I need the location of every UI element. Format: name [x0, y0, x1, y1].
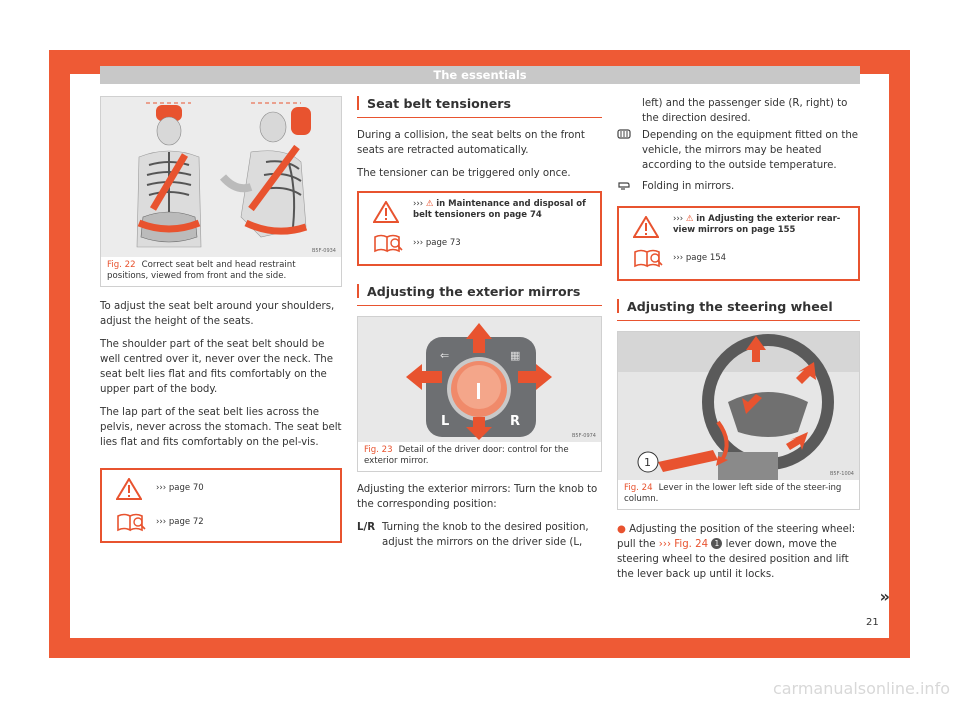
- warning-ref[interactable]: ››› ⚠ in Adjusting the exterior rear-view mirrors on page 155: [673, 214, 841, 235]
- paragraph: The shoulder part of the seat belt should be well centred over it, never over the neck. The seat belt lies flat and fits comfortably on the upper part of the body.: [100, 339, 334, 395]
- figure-caption-text: Correct seat belt and head restraint positions, viewed from front and the side.: [107, 260, 296, 281]
- callout-number: 1: [644, 456, 651, 469]
- figure-number: Fig. 24: [624, 483, 653, 493]
- figure-caption-text: Detail of the driver door: control for the exterior mirror.: [364, 445, 569, 466]
- manual-book-icon: [373, 233, 403, 257]
- definition-text: left) and the passenger side (R, right) to the direction desired.: [642, 98, 848, 124]
- mirror-control-illustration: [358, 317, 601, 442]
- manual-ref[interactable]: ››› page 73: [413, 238, 461, 248]
- definition-text: Folding in mirrors.: [642, 181, 735, 192]
- svg-text:⇐: ⇐: [440, 349, 450, 362]
- figure-code: B5F-0974: [571, 433, 596, 439]
- figure-code: B5F-0934: [311, 248, 336, 254]
- warning-triangle-icon: [633, 216, 659, 242]
- figure-24: [617, 331, 860, 510]
- seatbelt-illustration: [101, 97, 341, 257]
- paragraph: To adjust the seat belt around your shoulders, adjust the height of the seats.: [100, 301, 335, 327]
- warning-box: [617, 206, 860, 281]
- definition-text: Depending on the equipment fitted on the vehicle, the mirrors may be heated according to the outside temperature.: [642, 130, 859, 171]
- figure-caption: [358, 442, 601, 471]
- paragraph: Adjusting the exterior mirrors: Turn the knob to the corresponding position:: [357, 484, 598, 510]
- definition-heat: [617, 128, 860, 173]
- knob-label-l: L: [441, 414, 450, 429]
- knob-label-r: R: [510, 414, 521, 429]
- figure-22: [100, 96, 342, 287]
- manual-ref[interactable]: ››› page 154: [673, 253, 727, 263]
- paragraph: During a collision, the seat belts on the front seats are retracted automatically.: [357, 130, 585, 156]
- section-title-steering: Adjusting the steering wheel: [617, 299, 860, 321]
- svg-text:▦: ▦: [510, 349, 521, 362]
- callout-number-badge: 1: [711, 538, 722, 549]
- manual-ref[interactable]: ››› page 72: [156, 517, 204, 527]
- continue-arrow-icon: »: [879, 587, 890, 606]
- figure-caption-text: Lever in the lower left side of the steer-ing column.: [624, 483, 842, 504]
- warning-box: [100, 468, 342, 543]
- column-3: [617, 96, 860, 590]
- section-title-mirrors: Adjusting the exterior mirrors: [357, 284, 602, 306]
- section-header: The essentials: [100, 66, 860, 84]
- bullet-icon: ●: [617, 524, 626, 535]
- watermark: carmanualsonline.info: [772, 679, 950, 698]
- warning-box: [357, 191, 602, 266]
- figure-number: Fig. 23: [364, 445, 393, 455]
- figure-23: [357, 316, 602, 472]
- section-title-tensioners: Seat belt tensioners: [357, 96, 602, 118]
- paragraph: The lap part of the seat belt lies across the pelvis, never across the stomach. The seat belt lies flat and fits comfortably on the pel-vis.: [100, 407, 342, 448]
- warning-ref[interactable]: ››› ⚠ in Maintenance and disposal of belt tensioners on page 74: [413, 199, 586, 220]
- bullet-paragraph: ● Adjusting the position of the steering wheel: pull the ››› Fig. 24 1 lever down, move the steering wheel to the desired position and lift the lever back up until it locks.: [617, 524, 856, 580]
- warning-triangle-icon: [373, 201, 399, 227]
- figure-code: B5F-1004: [829, 471, 854, 477]
- definition-text: Turning the knob to the desired position, adjust the mirrors on the driver side (L,: [382, 522, 589, 548]
- fold-mirror-icon: [617, 179, 631, 196]
- paragraph: The tensioner can be triggered only once.: [357, 168, 571, 179]
- definition-key: L/R: [357, 522, 376, 533]
- heated-mirror-icon: [617, 128, 631, 145]
- manual-book-icon: [633, 248, 663, 272]
- steering-illustration: [618, 332, 859, 480]
- definition-list: [357, 520, 602, 550]
- figure-caption: [618, 480, 859, 509]
- figure-link[interactable]: ››› Fig. 24: [658, 539, 709, 550]
- page-number: 21: [866, 617, 879, 628]
- column-1: [100, 96, 342, 561]
- warning-triangle-icon: [116, 478, 142, 504]
- definition-lr-cont: [617, 96, 860, 126]
- definition-lr: [357, 520, 602, 550]
- manual-book-icon: [116, 512, 146, 536]
- figure-caption: [101, 257, 341, 286]
- column-2: [357, 96, 602, 558]
- definition-list: [617, 96, 860, 194]
- definition-fold: [617, 179, 860, 194]
- figure-number: Fig. 22: [107, 260, 136, 270]
- warning-ref[interactable]: ››› page 70: [156, 483, 204, 493]
